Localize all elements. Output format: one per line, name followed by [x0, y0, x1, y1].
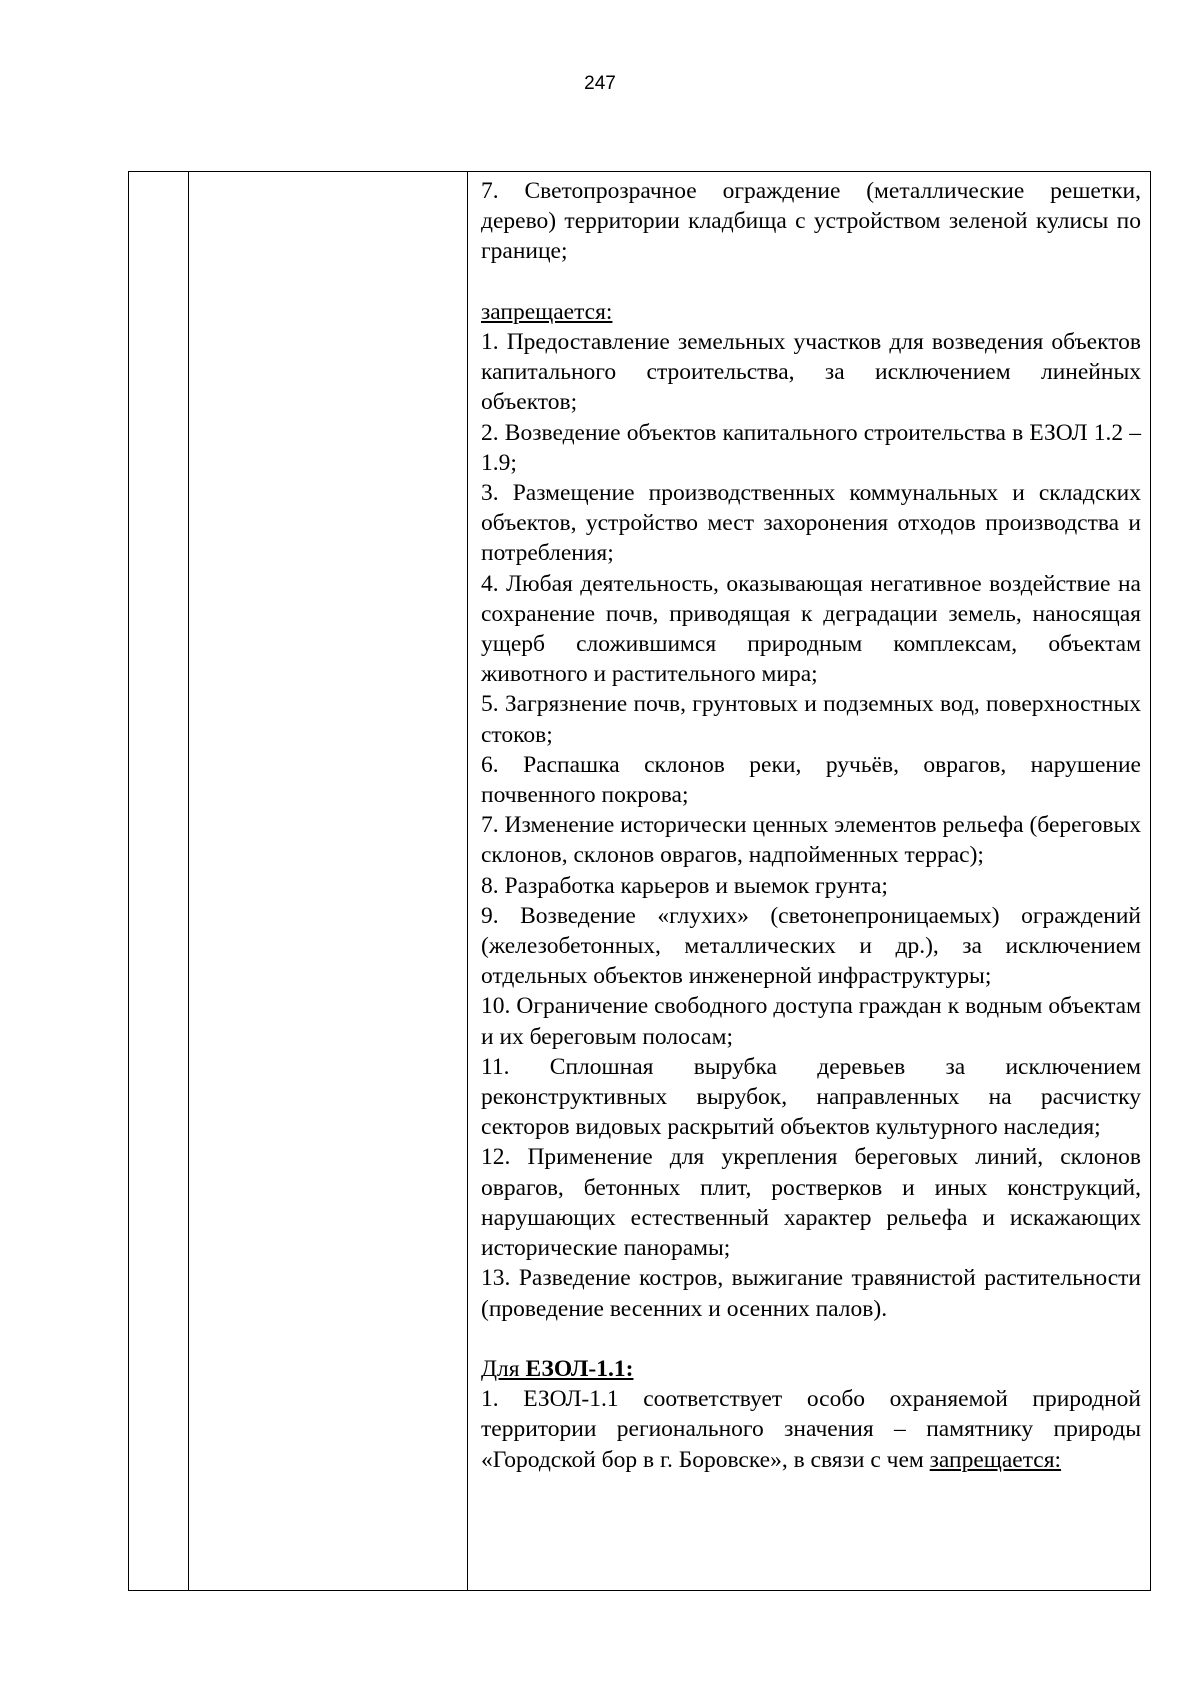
prohibited-item-2: 2. Возведение объектов капитального строительства в ЕЗОЛ 1.2 – 1.9;	[481, 419, 1141, 476]
ezol-item-1-prohibited: запрещается:	[929, 1446, 1062, 1473]
prohibited-item-13: 13. Разведение костров, выжигание травянистой растительности (проведение весенних и осенних палов).	[481, 1265, 1141, 1322]
table-column-divider-2	[467, 172, 468, 1590]
table-cell-requirements	[481, 176, 1141, 1475]
page-number: 247	[584, 73, 616, 94]
regulation-table	[128, 171, 1151, 1591]
table-column-divider-1	[188, 172, 189, 1590]
prohibited-item-8: 8. Разработка карьеров и выемок грунта;	[481, 872, 888, 899]
ezol-item-1-text: 1. ЕЗОЛ-1.1 соответствует особо охраняемой природной территории регионального значения – памятнику природы «Городской бор в г. Боровске», в связи с чем	[481, 1386, 1141, 1473]
ezol-heading	[481, 1354, 1141, 1384]
prohibited-item-3: 3. Размещение производственных коммунальных и складских объектов, устройство мест захоронения отходов производства и потребления;	[481, 480, 1141, 567]
prohibited-item-6: 6. Распашка склонов реки, ручьёв, оврагов, нарушение почвенного покрова;	[481, 751, 1141, 809]
prohibited-item-5: 5. Загрязнение почв, грунтовых и подземных вод, поверхностных стоков;	[481, 691, 1141, 748]
prohibited-item-10: 10. Ограничение свободного доступа граждан к водным объектам и их береговым полосам;	[481, 993, 1141, 1050]
prohibited-item-1: 1. Предоставление земельных участков для возведения объектов капитального строительства, за исключением линейных объектов;	[481, 329, 1141, 416]
prohibited-item-11: 11. Сплошная вырубка деревьев за исключением реконструктивных вырубок, направленных на расчистку секторов видовых раскрытий объектов культурного наследия;	[481, 1053, 1141, 1141]
prohibited-heading: запрещается:	[481, 298, 613, 325]
prohibited-item-9: 9. Возведение «глухих» (светонепроницаемых) ограждений (железобетонных, металлических и др.), за исключением отдельных объектов инженерной инфраструктуры;	[481, 902, 1141, 990]
prohibited-item-4: 4. Любая деятельность, оказывающая негативное воздействие на сохранение почв, приводящая к деградации земель, наносящая ущерб сложившимся природным комплексам, объектам животного и растительного мира;	[481, 570, 1141, 688]
ezol-heading-code: ЕЗОЛ-1.1:	[525, 1355, 634, 1382]
item-7-fence: 7. Светопрозрачное ограждение (металлические решетки, дерево) территории кладбища с устройством зеленой кулисы по границе;	[481, 178, 1141, 265]
ezol-item-1	[481, 1384, 1141, 1475]
prohibited-item-12: 12. Применение для укрепления береговых линий, склонов оврагов, бетонных плит, ростверков и иных конструкций, нарушающих естественный характер рельефа и искажающих исторические панорамы;	[481, 1144, 1141, 1262]
ezol-heading-prefix: Для	[481, 1355, 526, 1382]
prohibited-item-7: 7. Изменение исторически ценных элементов рельефа (береговых склонов, склонов оврагов, надпойменных террас);	[481, 812, 1141, 869]
